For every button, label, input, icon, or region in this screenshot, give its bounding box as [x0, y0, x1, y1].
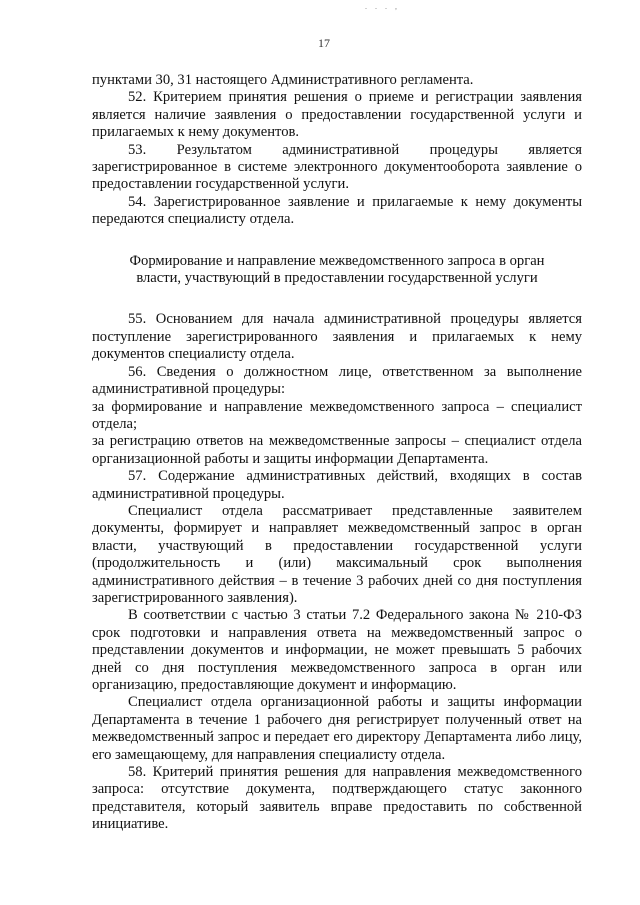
paragraph-56-item-b: за регистрацию ответов на межведомственные запросы – специалист отдела организационной работы и защиты информации Департамента. [92, 433, 582, 467]
paragraph-57: 57. Содержание административных действий, входящих в состав административной процедуры. [92, 468, 582, 502]
section-heading: Формирование и направление межведомственного запроса в орган власти, участвующий в предоставлении государственной услуги [129, 252, 545, 287]
paragraph-54: 54. Зарегистрированное заявление и прилагаемые к нему документы передаются специалисту отдела. [92, 193, 582, 228]
paragraph-56-item-a: за формирование и направление межведомственного запроса – специалист отдела; [92, 398, 582, 432]
paragraph-55: 55. Основанием для начала административной процедуры является поступление зарегистрированного заявления и прилагаемых к нему документов специалисту отдела. [92, 311, 582, 363]
paragraph-56: 56. Сведения о должностном лице, ответственном за выполнение административной процедуры: [92, 363, 582, 398]
paragraph-57-action: Специалист отдела рассматривает представленные заявителем документы, формирует и направляет межведомственный запрос в орган власти, участвующий в предоставлении государственной услуги (продолжительность и (или) максимальный срок выполнения административного действия – в течение 3 рабочих дней со дня поступления зарегистрированного заявления). [92, 502, 582, 606]
scan-artifact: . . . , [365, 2, 400, 11]
paragraph-52: 52. Критерием принятия решения о приеме и регистрации заявления является наличие заявления о предоставлении государственной услуги и прилагаемых к нему документов. [92, 89, 582, 141]
paragraph-continuation: пунктами 30, 31 настоящего Административного регламента. [92, 72, 474, 88]
paragraph-58: 58. Критерий принятия решения для направления межведомственного запроса: отсутствие документа, подтверждающего статус законного представителя, который заявитель вправе предоставить по собственной инициативе. [92, 764, 582, 833]
page-number: 17 [318, 36, 330, 50]
paragraph-57-law-reference: В соответствии с частью 3 статьи 7.2 Федерального закона № 210-ФЗ срок подготовки и направления ответа на межведомственный запрос о представлении документов и информации, не может превышать 5 рабочих дней со дня поступления межведомственного запроса в орган или организацию, предоставляющие документ и информацию. [92, 607, 582, 693]
document-body [92, 72, 582, 834]
paragraph-57-registration: Специалист отдела организационной работы и защиты информации Департамента в течение 1 рабочего дня регистрирует полученный ответ на межведомственный запрос и передает его директору Департамента либо лицу, его замещающему, для направления специалисту отдела. [92, 694, 582, 763]
paragraph-53: 53. Результатом административной процедуры является зарегистрированное в системе электронного документооборота заявление о предоставлении государственной услуги. [92, 141, 582, 193]
